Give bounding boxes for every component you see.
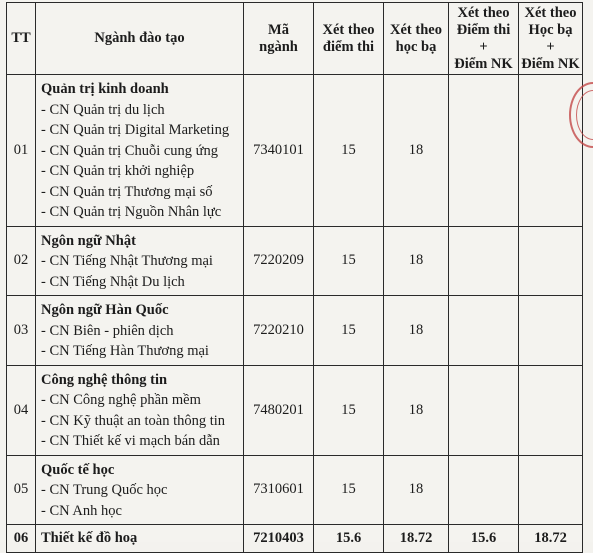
header-exam-nk-plus: + (479, 38, 488, 55)
row-exam-nk-score (449, 365, 519, 455)
specialization-item: - CN Biên - phiên dịch (41, 321, 243, 342)
major-group-title: Ngôn ngữ Nhật (41, 232, 136, 249)
header-transcript-nk-line1: Xét theo (524, 4, 577, 21)
row-exam-score: 15 (314, 226, 384, 296)
row-major (36, 455, 244, 525)
row-code: 7310601 (244, 455, 314, 525)
row-major (36, 365, 244, 455)
header-exam-line1: Xét theo (322, 21, 375, 38)
row-exam-score: 15 (314, 75, 384, 227)
row-tt: 06 (7, 525, 36, 553)
row-tt: 05 (7, 455, 36, 525)
header-code (244, 3, 314, 75)
header-major: Ngành đào tạo (36, 3, 244, 75)
specialization-item: - CN Tiếng Nhật Du lịch (41, 272, 243, 293)
row-exam-nk-score (449, 226, 519, 296)
specialization-item: - CN Quản trị Nguồn Nhân lực (41, 202, 243, 223)
row-exam-nk-score (449, 455, 519, 525)
row-transcript-nk-score (519, 226, 583, 296)
row-tt: 04 (7, 365, 36, 455)
row-code: 7220209 (244, 226, 314, 296)
row-transcript-score: 18 (384, 365, 449, 455)
specialization-item: - CN Anh học (41, 501, 243, 522)
row-transcript-score: 18 (384, 296, 449, 366)
table-row (7, 455, 583, 525)
header-code-line2: ngành (259, 38, 298, 55)
header-row (7, 3, 583, 75)
row-code: 7210403 (244, 525, 314, 553)
row-exam-score: 15.6 (314, 525, 384, 553)
row-tt: 02 (7, 226, 36, 296)
specialization-item: - CN Quản trị Chuỗi cung ứng (41, 141, 243, 162)
row-exam-score: 15 (314, 455, 384, 525)
specialization-item: - CN Công nghệ phần mềm (41, 390, 243, 411)
table-row (7, 525, 583, 553)
row-transcript-score: 18.72 (384, 525, 449, 553)
row-exam-score: 15 (314, 365, 384, 455)
row-transcript-score: 18 (384, 455, 449, 525)
header-exam-nk-line2: Điểm thi (456, 21, 511, 38)
specialization-item: - CN Quản trị du lịch (41, 100, 243, 121)
row-transcript-nk-score: 18.72 (519, 525, 583, 553)
header-tt: TT (7, 3, 36, 75)
header-transcript-line1: Xét theo (390, 21, 442, 38)
specialization-item: - CN Tiếng Hàn Thương mại (41, 341, 243, 362)
major-group-title: Công nghệ thông tin (41, 371, 168, 388)
major-group-title: Thiết kế đồ hoạ (36, 525, 244, 553)
major-group-title: Quốc tế học (41, 461, 115, 478)
major-group-title: Ngôn ngữ Hàn Quốc (41, 302, 169, 318)
header-transcript-nk-plus: + (546, 38, 555, 55)
row-major (36, 296, 244, 366)
header-transcript-nk-line3: Điểm NK (521, 55, 580, 72)
table-row (7, 365, 583, 455)
table-row (7, 296, 583, 366)
specialization-item: - CN Kỹ thuật an toàn thông tin (41, 411, 243, 432)
row-transcript-score: 18 (384, 226, 449, 296)
header-exam-nk-line3: Điểm NK (454, 55, 513, 72)
row-tt: 01 (7, 75, 36, 227)
header-transcript-nk-line2: Học bạ (528, 21, 573, 38)
row-exam-score: 15 (314, 296, 384, 366)
specialization-item: - CN Thiết kế vi mạch bán dẫn (41, 431, 243, 452)
specialization-item: - CN Quản trị Thương mại số (41, 182, 243, 203)
admission-score-table (6, 2, 583, 553)
row-code: 7220210 (244, 296, 314, 366)
row-code: 7480201 (244, 365, 314, 455)
row-exam-nk-score: 15.6 (449, 525, 519, 553)
row-exam-nk-score (449, 75, 519, 227)
header-exam-nk-line1: Xét theo (457, 4, 510, 21)
row-transcript-nk-score (519, 455, 583, 525)
specialization-item: - CN Trung Quốc học (41, 480, 243, 501)
table-row (7, 226, 583, 296)
header-exam-nk (449, 3, 519, 75)
table-body (7, 75, 583, 553)
specialization-item: - CN Quản trị Digital Marketing (41, 120, 243, 141)
row-transcript-score: 18 (384, 75, 449, 227)
row-transcript-nk-score (519, 296, 583, 366)
header-transcript (384, 3, 449, 75)
row-exam-nk-score (449, 296, 519, 366)
row-major (36, 226, 244, 296)
row-transcript-nk-score (519, 365, 583, 455)
major-group-title: Quản trị kinh doanh (41, 81, 169, 97)
header-code-line1: Mã (268, 21, 289, 38)
specialization-item: - CN Quản trị khởi nghiệp (41, 161, 243, 182)
header-exam (314, 3, 384, 75)
specialization-item: - CN Tiếng Nhật Thương mại (41, 251, 243, 272)
header-exam-line2: điểm thi (322, 38, 375, 55)
row-code: 7340101 (244, 75, 314, 227)
row-major (36, 75, 244, 227)
header-transcript-line2: học bạ (395, 38, 437, 55)
seal-inner-ring (576, 90, 593, 140)
header-transcript-nk (519, 3, 583, 75)
row-tt: 03 (7, 296, 36, 366)
table-row (7, 75, 583, 227)
